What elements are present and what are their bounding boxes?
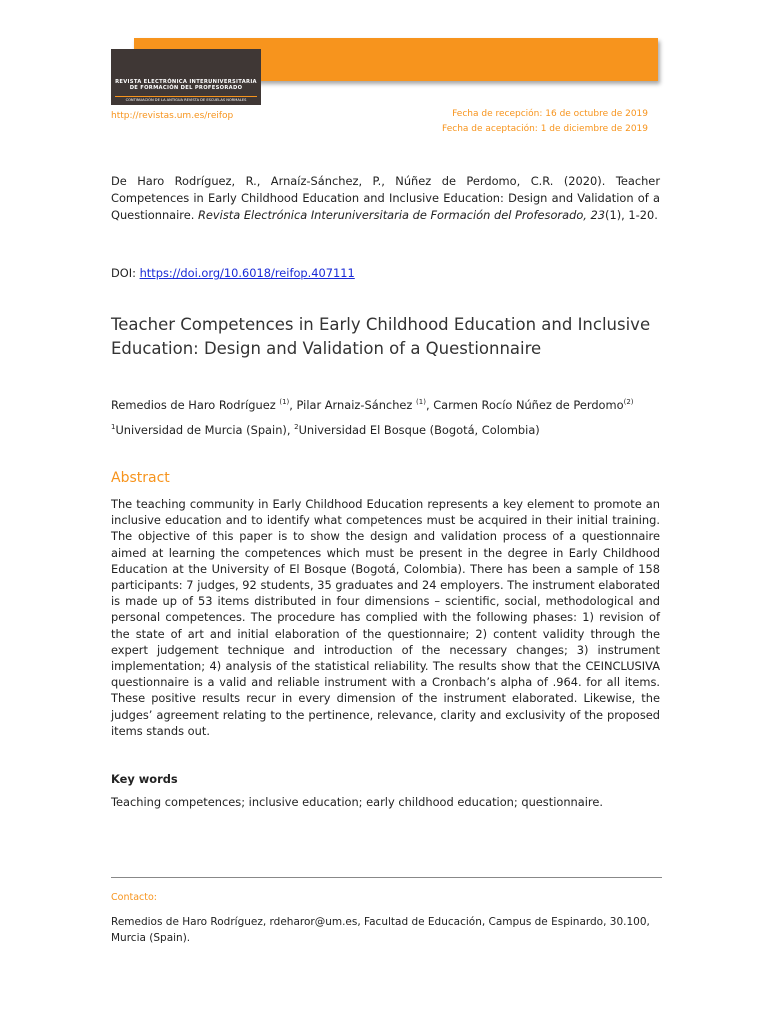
affil-1-mark: 1 <box>111 423 116 432</box>
author-1: Remedios de Haro Rodríguez <box>111 398 280 412</box>
citation-text: De Haro Rodríguez, R., Arnaíz-Sánchez, P., Núñez de Perdomo, C.R. (2020). Teacher Competences in Early Childhood Education and Inclusive Education: Design and Validation of a Questionnaire. <box>111 174 660 222</box>
doi-link[interactable]: https://doi.org/10.6018/reifop.407111 <box>139 266 355 280</box>
accepted-date: Fecha de aceptación: 1 de diciembre de 2019 <box>442 124 648 134</box>
affiliations <box>111 423 540 437</box>
doi-line <box>111 266 355 280</box>
logo-title-line1: REVISTA ELECTRÓNICA INTERUNIVERSITARIA <box>115 79 257 85</box>
contact-divider <box>111 877 662 878</box>
citation-issue: (1), 1-20. <box>605 208 658 222</box>
contact-body: Remedios de Haro Rodríguez, rdeharor@um.es, Facultad de Educación, Campus de Espinardo, 30.100, Murcia (Spain). <box>111 916 650 944</box>
journal-logo <box>111 49 261 105</box>
submission-dates <box>442 107 648 137</box>
author-2: , Pilar Arnaiz-Sánchez <box>289 398 417 412</box>
abstract-heading: Abstract <box>111 470 170 486</box>
author-1-affil: (1) <box>279 398 290 407</box>
keywords-body: Teaching competences; inclusive education; early childhood education; questionnaire. <box>111 795 603 809</box>
logo-title-line2: DE FORMACIÓN DEL PROFESORADO <box>129 85 243 91</box>
keywords-heading: Key words <box>111 772 178 786</box>
author-3: , Carmen Rocío Núñez de Perdomo <box>425 398 624 412</box>
journal-url[interactable]: http://revistas.um.es/reifop <box>111 111 234 121</box>
author-list <box>111 398 634 412</box>
author-2-affil: (1) <box>416 398 426 407</box>
affil-2-mark: 2 <box>294 423 299 432</box>
abstract-body: The teaching community in Early Childhood Education represents a key element to promote an inclusive education and to identify what competences must be acquired in their initial training. The objective of this paper is to show the design and validation process of a questionnaire aimed at learning the competences which must be present in the degree in Early Childhood Education at the University of El Bosque (Bogotá, Colombia). There has been a sample of 158 participants: 7 judges, 92 students, 35 graduates and 24 employers. The instrument elaborated is made up of 53 items distributed in four dimensions – scientific, social, methodological and personal competences. The procedure has complied with the following phases: 1) revision of the state of art and initial elaboration of the questionnaire; 2) content validity through the expert judgement technique and introduction of the necessary changes; 3) instrument implementation; 4) analysis of the statistical reliability. The results show that the CEINCLUSIVA questionnaire is a valid and reliable instrument with a Cronbach’s alpha of .964. for all items. These positive results recur in every dimension of the instrument elaborated. Likewise, the judges’ agreement relating to the pertinence, relevance, clarity and exclusivity of the proposed items stands out. <box>111 497 660 738</box>
received-date: Fecha de recepción: 16 de octubre de 2019 <box>452 109 648 119</box>
affil-2: Universidad El Bosque (Bogotá, Colombia) <box>298 423 540 437</box>
contact-heading: Contacto: <box>111 892 157 903</box>
paper-title: Teacher Competences in Early Childhood Education and Inclusive Education: Design and Validation of a Questionnaire <box>111 315 651 358</box>
affil-1: Universidad de Murcia (Spain), <box>115 423 295 437</box>
citation <box>111 173 660 224</box>
citation-journal: Revista Electrónica Interuniversitaria de Formación del Profesorado, 23 <box>198 208 606 222</box>
author-3-affil: (2) <box>623 398 634 407</box>
logo-subtitle: CONTINUACIÓN DE LA ANTIGUA REVISTA DE ESCUELAS NORMALES <box>115 96 257 103</box>
doi-label: DOI: <box>111 266 140 280</box>
